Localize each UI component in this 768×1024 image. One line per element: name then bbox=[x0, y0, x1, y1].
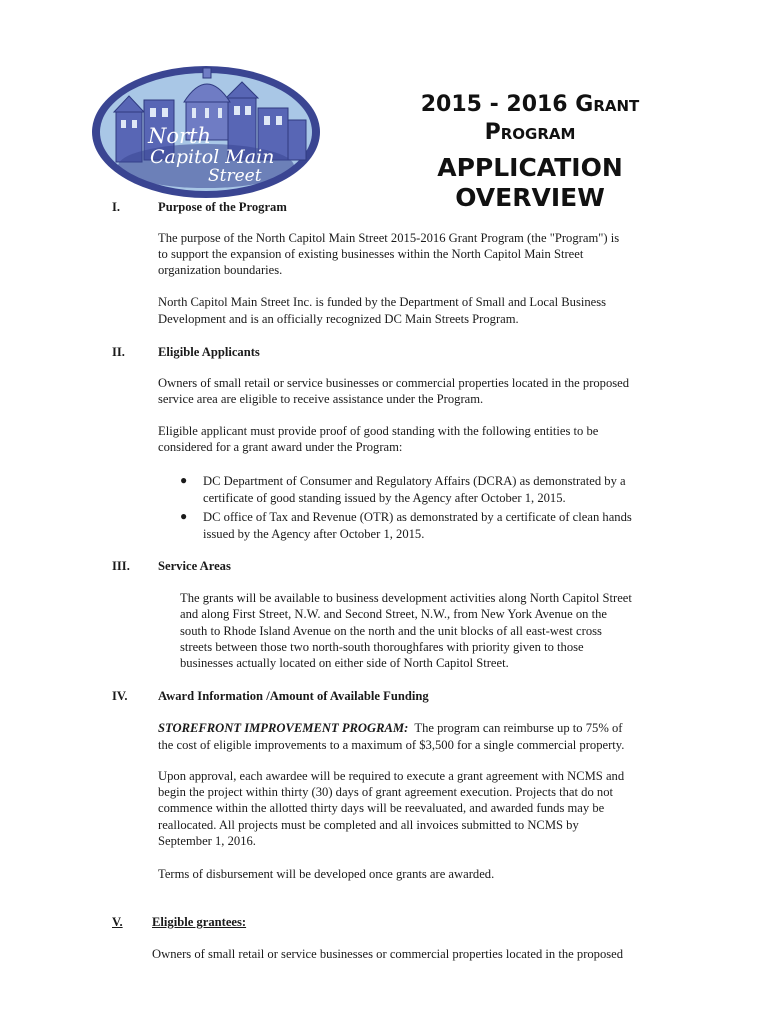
section-3-number: III. bbox=[112, 559, 130, 573]
logo-text-north: North bbox=[148, 124, 212, 148]
section-5-heading: Eligible grantees: bbox=[152, 915, 247, 929]
section-1-para1-line3: organization boundaries. bbox=[158, 263, 283, 277]
section-2-bullet2-line1: DC office of Tax and Revenue (OTR) as demonstrated by a certificate of clean hands bbox=[203, 510, 632, 524]
section-4-para2-line2: begin the project within thirty (30) days of grant agreement execution. Projects that do not bbox=[158, 785, 613, 799]
section-2-bullet1-line2: certificate of good standing issued by the Agency after October 1, 2015. bbox=[203, 491, 566, 505]
section-4-para2-line1: Upon approval, each awardee will be required to execute a grant agreement with NCMS and bbox=[158, 769, 625, 783]
bullet-icon: ● bbox=[180, 473, 188, 487]
section-2-bullet2-line2: issued by the Agency after October 1, 2015. bbox=[203, 527, 425, 541]
section-3-line1: The grants will be available to business development activities along North Capitol Street bbox=[180, 591, 632, 605]
section-4-heading: Award Information /Amount of Available Funding bbox=[158, 689, 429, 703]
section-3-line5: businesses actually located on either side of North Capitol Street. bbox=[180, 656, 509, 670]
section-5-line1: Owners of small retail or service businesses or commercial properties located in the proposed bbox=[152, 947, 624, 961]
section-3-line4: streets between those two north-south thoroughfares with priority given to those bbox=[180, 640, 584, 654]
logo-text-capitol-main: Capitol Main bbox=[150, 146, 275, 168]
title-line-3: APPLICATION bbox=[437, 153, 623, 182]
section-1-para2-line2: Development and is an officially recognized DC Main Streets Program. bbox=[158, 312, 519, 326]
section-1-heading: Purpose of the Program bbox=[158, 200, 287, 214]
section-4-para3: Terms of disbursement will be developed once grants are awarded. bbox=[158, 867, 495, 881]
storefront-program-label: STOREFRONT IMPROVEMENT PROGRAM: bbox=[158, 721, 409, 735]
title-line-4: OVERVIEW bbox=[455, 183, 605, 212]
section-4-para1-line2: the cost of eligible improvements to a maximum of $3,500 for a single commercial property. bbox=[158, 738, 625, 752]
bullet-icon: ● bbox=[180, 509, 188, 523]
section-4-para2-line3: commence within the allotted thirty days will be reevaluated, and awarded funds may be bbox=[158, 801, 605, 815]
section-1-para2-line1: North Capitol Main Street Inc. is funded by the Department of Small and Local Business bbox=[158, 295, 607, 309]
section-2-para1-line2: service area are eligible to receive assistance under the Program. bbox=[158, 392, 484, 406]
section-4-number: IV. bbox=[112, 689, 128, 703]
section-3-line2: and along First Street, N.W. and Second Street, N.W., from New York Avenue on the bbox=[180, 607, 607, 621]
section-2-para1-line1: Owners of small retail or service businesses or commercial properties located in the proposed bbox=[158, 376, 630, 390]
section-5-number: V. bbox=[112, 915, 123, 929]
section-2-para2-line2: considered for a grant award under the Program: bbox=[158, 440, 403, 454]
section-1-para1-line1: The purpose of the North Capitol Main Street 2015-2016 Grant Program (the "Program") is bbox=[158, 231, 620, 245]
section-3-line3: south to Rhode Island Avenue on the north and the unit blocks of all east-west cross bbox=[180, 624, 602, 638]
title-line-2: Program bbox=[484, 120, 576, 145]
logo-text-street: Street bbox=[208, 166, 262, 186]
section-2-bullet1-line1: DC Department of Consumer and Regulatory Affairs (DCRA) as demonstrated by a bbox=[203, 474, 626, 488]
north-capitol-main-street-logo bbox=[88, 62, 324, 202]
section-2-heading: Eligible Applicants bbox=[158, 345, 260, 359]
section-2-para2-line1: Eligible applicant must provide proof of good standing with the following entities to be bbox=[158, 424, 599, 438]
section-4-para2-line5: September 1, 2016. bbox=[158, 834, 256, 848]
title-line-1: 2015 - 2016 Grant bbox=[420, 92, 640, 117]
section-4-para1-line1 bbox=[158, 720, 622, 736]
storefront-program-text: The program can reimburse up to 75% of bbox=[414, 721, 623, 735]
section-3-heading: Service Areas bbox=[158, 559, 231, 573]
section-4-para2-line4: reallocated. All projects must be completed and all invoices submitted to NCMS by bbox=[158, 818, 579, 832]
section-1-number: I. bbox=[112, 200, 121, 214]
section-1-para1-line2: to support the expansion of existing businesses within the North Capitol Main Street bbox=[158, 247, 584, 261]
section-2-number: II. bbox=[112, 345, 125, 359]
